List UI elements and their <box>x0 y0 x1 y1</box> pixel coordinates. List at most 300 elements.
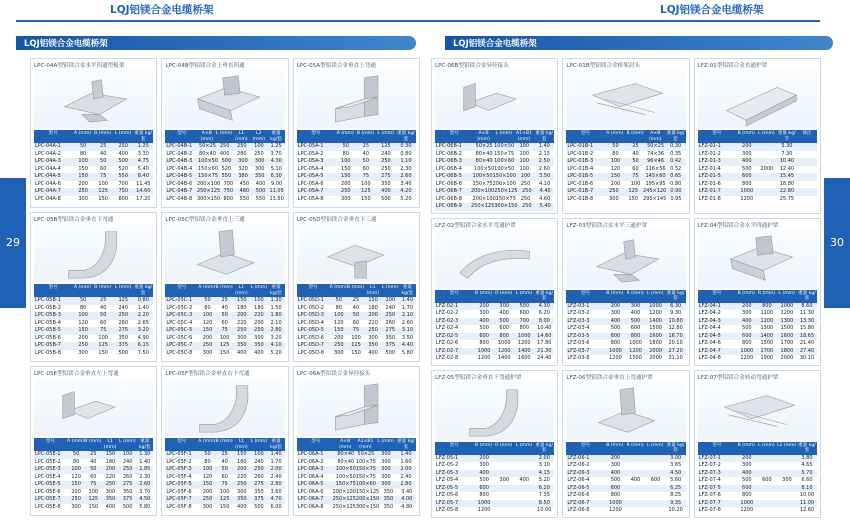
table-cell: 500 <box>742 325 752 331</box>
table-row <box>435 325 554 333</box>
table-row <box>435 492 554 500</box>
table-cell <box>777 462 797 470</box>
table-cell: 200 <box>105 466 116 472</box>
table-cell: 2.30 <box>139 473 151 480</box>
column-header: 型号 <box>311 439 321 444</box>
table-header <box>165 130 284 143</box>
table-cell: LFZ-05-3 <box>436 469 459 476</box>
table-row <box>566 196 685 204</box>
table-cell: LPC-05B-2 <box>35 304 61 311</box>
table-cell: 4.30 <box>538 302 550 309</box>
table-cell: LPC-05E-1 <box>35 451 61 457</box>
table-cell: 3.40 <box>400 180 412 187</box>
table-cell: 400 <box>519 477 530 483</box>
column-header: 型号 <box>48 131 58 136</box>
table-cell: 250 <box>237 481 247 487</box>
panel-title: LPC-05D型铝镁合金垂直下三通 <box>296 217 377 223</box>
table-cell: 150 <box>361 195 371 202</box>
table-cell: 250 <box>368 327 378 333</box>
table-cell: LPC-05D-5 <box>297 327 324 333</box>
table-cell: 50 <box>79 143 87 149</box>
table-cell: 80×40 <box>337 451 355 457</box>
table-row <box>34 496 153 504</box>
column-header: R (mm) <box>495 290 513 296</box>
table-cell: 400 <box>381 188 391 194</box>
table-cell: 250 <box>122 466 133 472</box>
table-cell: LFZ-01-3 <box>698 158 721 164</box>
table-cell: LFZ-02-4 <box>436 325 459 331</box>
column-header: 重量 kg/套 <box>535 442 554 453</box>
panel-title: LPC-05F型铝镁合金垂直右下弯通 <box>165 371 250 377</box>
table-cell: 250 <box>341 188 351 194</box>
table-cell: 300 <box>479 310 489 316</box>
table-cell: 8.10 <box>801 484 813 491</box>
table-cell: 13.30 <box>799 317 815 324</box>
table-cell: 250 <box>381 158 391 164</box>
table-cell: 550 <box>255 195 266 202</box>
table-cell: 1000 <box>649 302 662 309</box>
table-row <box>297 297 416 305</box>
table-cell: LPC-06B-4 <box>436 165 462 172</box>
table-cell: LFZ-03-2 <box>567 310 590 316</box>
table-cell: 3.10 <box>401 327 414 333</box>
table-cell: 600 <box>499 325 509 331</box>
column-header: L (mm) <box>119 439 136 444</box>
table-cell: 25 <box>632 143 639 149</box>
column-header: L (mm) <box>377 439 394 444</box>
table-cell: 260 <box>254 473 264 480</box>
table-cell: 750 <box>118 188 129 194</box>
table-row <box>566 462 685 470</box>
table-cell: 3.20 <box>270 334 282 341</box>
table-header <box>566 442 685 455</box>
table-cell: 500 <box>610 325 621 331</box>
table-cell: 1.10 <box>400 158 412 164</box>
table-row <box>435 158 554 166</box>
table-cell <box>494 500 514 508</box>
column-header: L (mm) <box>515 442 533 448</box>
column-header: B (mm) <box>215 439 233 444</box>
table-cell: LFZ-03-1 <box>567 302 590 309</box>
table-cell: 600 <box>650 477 661 483</box>
table-cell: LPC-01B-4 <box>567 165 594 172</box>
table-cell: 300×150 <box>494 203 518 209</box>
table-cell: 250 <box>381 165 391 172</box>
column-header: 重量 kg/套 <box>535 131 554 142</box>
spec-table <box>297 130 416 205</box>
table-cell: 600 <box>479 484 489 491</box>
table-cell: 150 <box>351 349 361 356</box>
table-cell: 1000 <box>740 347 754 354</box>
product-panel <box>431 58 558 214</box>
table-cell: 3.80 <box>801 454 813 461</box>
table-cell: 18.65 <box>799 332 815 339</box>
table-cell: LPC-05F-8 <box>166 503 192 510</box>
column-header: 型号 <box>308 285 318 290</box>
table-row <box>297 451 416 459</box>
spec-table <box>165 130 284 205</box>
table-cell: 25 <box>90 451 97 457</box>
table-cell: 300 <box>499 477 509 483</box>
table-row <box>165 320 284 328</box>
product-illustration <box>165 378 284 436</box>
table-cell: 250×125 <box>470 203 495 209</box>
table-row <box>34 504 153 512</box>
table-cell: LFZ-03-8 <box>567 355 590 361</box>
table-cell <box>626 485 646 493</box>
table-row <box>566 355 685 363</box>
table-cell: 100 <box>71 466 81 472</box>
table-cell: 1.60 <box>400 458 412 465</box>
table-cell <box>646 507 666 515</box>
table-cell <box>777 455 797 463</box>
table-cell: LPC-05A-3 <box>297 158 324 164</box>
table-cell: 6.30 <box>270 173 282 179</box>
table-row <box>165 451 284 459</box>
column-header: L (mm) <box>250 439 267 444</box>
table-cell: LPC-04B-5 <box>166 173 193 179</box>
table-cell: 0.65 <box>670 173 682 179</box>
table-cell: 1.40 <box>538 143 550 149</box>
table-cell: 275 <box>254 481 264 487</box>
table-row <box>566 485 685 493</box>
table-row <box>297 320 416 328</box>
table-cell: 50 <box>90 466 97 472</box>
table-cell: 520 <box>118 165 129 172</box>
table-cell: 500 <box>630 317 641 324</box>
table-cell: 300 <box>254 165 265 172</box>
table-cell: 800 <box>762 302 772 309</box>
table-cell: 400 <box>610 317 621 324</box>
table-cell: LFZ-06-5 <box>567 484 590 491</box>
column-header: L (mm) <box>215 131 233 136</box>
table-header <box>165 438 284 451</box>
table-cell: LPC-04A-7 <box>35 188 61 194</box>
table-cell: 400 <box>368 349 378 356</box>
table-cell: 50 <box>612 143 619 149</box>
table-cell <box>757 143 777 151</box>
table-cell: 2.60 <box>139 481 151 487</box>
product-panel <box>694 58 821 214</box>
table-cell <box>626 462 646 470</box>
table-row <box>566 143 685 151</box>
table-row <box>297 496 416 504</box>
table-cell: 250 <box>237 143 247 149</box>
table-row <box>566 470 685 478</box>
table-cell: 50 <box>100 312 107 318</box>
table-cell: 300 <box>237 334 247 341</box>
table-cell: 1000 <box>629 340 642 346</box>
table-cell: 1100 <box>760 310 774 316</box>
table-cell: 4.50 <box>139 496 151 502</box>
table-cell: 25 <box>100 297 107 303</box>
table-cell <box>797 196 817 204</box>
table-cell: 300×150 <box>355 503 380 510</box>
table-cell: LPC-06B-1 <box>436 143 462 149</box>
table-cell: 2.80 <box>270 327 282 333</box>
table-cell: 200 <box>334 334 344 341</box>
table-cell: LPC-05C-3 <box>166 312 193 318</box>
table-cell <box>797 166 817 174</box>
table-cell: 75 <box>632 173 639 179</box>
table-cell: 7.30 <box>781 150 793 157</box>
table-row <box>34 327 153 335</box>
table-cell: 250×125 <box>332 503 356 510</box>
table-cell: 240 <box>118 304 129 311</box>
column-header: L1 (mm) <box>235 131 248 142</box>
table-cell: LFZ-02-3 <box>436 317 459 324</box>
table-row <box>34 181 153 189</box>
table-cell: 500 <box>610 477 621 483</box>
section-banner <box>445 36 833 50</box>
table-row <box>698 333 817 341</box>
table-cell: 8.25 <box>670 492 682 498</box>
column-header: A×B (mm) <box>338 439 352 450</box>
page-number-tab <box>0 178 26 308</box>
panel-title: LFZ-03型铝镁合金水平三通护罩 <box>566 222 648 229</box>
table-cell: 20.10 <box>668 340 683 346</box>
table-cell: LPC-01B-5 <box>567 173 594 179</box>
table-cell: 350 <box>105 496 116 502</box>
table-cell: 3.50 <box>539 173 551 179</box>
table-cell: 400 <box>742 158 752 164</box>
table-cell: 80×40 <box>475 158 493 164</box>
table-cell: 800 <box>223 195 234 202</box>
table-cell: 12.80 <box>668 325 683 331</box>
table-cell: 600 <box>479 332 489 339</box>
table-row <box>698 485 817 493</box>
table-cell: 4.20 <box>400 188 412 194</box>
table-row <box>566 158 685 166</box>
table-cell: 250 <box>78 342 88 348</box>
table-cell <box>757 492 777 500</box>
table-cell: 30.10 <box>799 355 815 361</box>
table-cell: 6.60 <box>801 477 813 483</box>
table-cell: 200×100 <box>196 180 221 187</box>
product-illustration <box>34 70 153 128</box>
table-row <box>435 485 554 493</box>
table-cell: LFZ-04-6 <box>698 340 721 346</box>
table-cell: 0.35 <box>670 150 682 157</box>
table-cell: LPC-06A-4 <box>297 473 324 480</box>
table-cell: LPC-06A-1 <box>297 451 324 457</box>
table-cell: 150 <box>219 503 230 510</box>
table-cell: 10.00 <box>799 492 815 498</box>
table-cell: LPC-06B-7 <box>436 188 462 194</box>
table-row <box>566 500 685 508</box>
column-header: B (mm) <box>474 290 493 296</box>
product-panel <box>562 370 689 518</box>
table-cell: LPC-06A-6 <box>297 488 324 495</box>
table-cell: LPC-05B-7 <box>35 342 61 348</box>
column-header: L (mm) <box>758 131 775 136</box>
table-cell: 9.00 <box>271 180 283 187</box>
table-cell: LPC-05A-1 <box>297 143 324 149</box>
column-header: B (mm) <box>474 442 493 448</box>
table-cell: 25 <box>362 143 370 149</box>
table-cell: 100×60 <box>494 158 515 164</box>
table-header <box>165 284 284 297</box>
column-header: 备注 <box>802 131 812 136</box>
table-cell: 600 <box>742 484 752 491</box>
banner-title: LQJ铝镁合金电缆桥架 <box>453 39 537 49</box>
table-cell: 600 <box>630 325 641 331</box>
table-cell: 150 <box>88 503 99 510</box>
table-cell: 1000 <box>477 499 491 506</box>
table-header <box>297 438 416 451</box>
table-row <box>698 325 817 333</box>
table-row <box>566 303 685 311</box>
table-cell: LFZ-05-1 <box>436 454 459 461</box>
table-row <box>435 188 554 196</box>
table-row <box>566 310 685 318</box>
column-header: 重量 kg/套 <box>270 131 282 142</box>
table-cell: LPC-01B-2 <box>567 150 594 157</box>
column-header: 型号 <box>712 442 722 448</box>
table-cell <box>626 507 646 515</box>
table-cell: 250×125 <box>494 188 518 194</box>
table-row <box>435 173 554 181</box>
table-cell: 500 <box>479 477 489 483</box>
table-row <box>165 143 284 151</box>
column-header: L (mm) <box>647 290 664 296</box>
table-cell: 500 <box>499 317 509 324</box>
table-row <box>297 181 416 189</box>
table-cell: 10.40 <box>779 158 795 164</box>
table-cell: 300 <box>254 334 264 341</box>
table-cell <box>757 196 777 204</box>
table-cell: LPC-05B-1 <box>35 297 61 303</box>
spec-table <box>566 442 685 515</box>
table-cell: 400 <box>255 180 266 187</box>
table-cell: LFZ-07-3 <box>698 469 721 476</box>
table-row <box>297 305 416 313</box>
column-header: A (mm) <box>73 131 92 136</box>
table-cell: 200 <box>742 143 752 149</box>
product-illustration <box>435 230 554 288</box>
table-row <box>566 477 685 485</box>
table-cell: 100×60 <box>355 481 376 487</box>
table-cell: 4.70 <box>270 496 282 502</box>
table-cell: 250 <box>219 143 230 149</box>
header-rule <box>16 20 425 22</box>
table-cell: 200 <box>71 488 81 495</box>
table-cell: 120 <box>610 165 621 172</box>
table-cell: 3.70 <box>270 150 282 157</box>
table-cell: 17.80 <box>537 340 552 346</box>
table-cell: LFZ-07-4 <box>698 477 721 483</box>
table-cell: 350 <box>383 496 394 502</box>
table-cell: 300 <box>78 195 88 202</box>
table-row <box>698 166 817 174</box>
table-cell: 260 <box>122 473 133 480</box>
table-cell: LFZ-07-7 <box>698 499 721 506</box>
panel-title: LPC-01B型铝镁合金桥架封头 <box>566 63 641 69</box>
panel-title: LPC-04A型铝镁合金水平四通型板架 <box>34 63 125 69</box>
table-cell <box>757 462 777 470</box>
table-cell: 400 <box>219 150 230 157</box>
table-cell: 180 <box>368 304 378 311</box>
table-row <box>297 173 416 181</box>
table-cell: LPC-05A-8 <box>297 195 324 202</box>
table-cell: LPC-06B-2 <box>436 150 462 157</box>
table-cell: 800 <box>742 180 752 187</box>
table-row <box>698 477 817 485</box>
table-cell: 0.90 <box>670 188 682 194</box>
table-cell: 3.65 <box>670 462 682 468</box>
table-cell: 400 <box>105 503 116 510</box>
table-cell: 50×25 <box>647 143 665 149</box>
table-cell: 10.00 <box>537 507 552 513</box>
table-row <box>435 166 554 174</box>
table-cell: 25 <box>221 451 228 457</box>
column-header: A×B (mm) <box>649 131 662 142</box>
table-cell: 40 <box>352 304 360 311</box>
table-cell: LFZ-05-7 <box>436 499 459 506</box>
table-cell: 2000 <box>780 355 794 361</box>
table-cell: 180 <box>237 304 247 311</box>
column-header: 型号 <box>580 290 591 296</box>
table-cell: 220 <box>237 473 247 480</box>
column-header: R (mm) <box>626 442 644 448</box>
column-header: B (mm) <box>737 442 755 448</box>
table-cell: 100 <box>219 334 230 341</box>
column-header: 重量 kg/套 <box>666 442 685 453</box>
table-row <box>566 340 685 348</box>
table-row <box>34 158 153 166</box>
table-cell <box>494 455 514 463</box>
table-cell: LPC-04B-3 <box>166 158 193 164</box>
table-cell: 1000 <box>740 188 754 194</box>
table-cell: 6.30 <box>670 302 682 309</box>
table-cell: 31.10 <box>668 355 683 361</box>
table-cell: 50 <box>100 158 107 164</box>
table-cell: 80 <box>72 458 80 465</box>
table-cell: 200×150 <box>355 496 380 502</box>
table-cell: 80 <box>335 304 343 311</box>
table-cell: 500 <box>255 188 266 194</box>
table-cell: 350 <box>383 488 394 495</box>
column-header: 重量 kg/套 <box>535 290 554 301</box>
table-cell: 5.70 <box>801 469 813 476</box>
column-header: A (mm) <box>329 285 347 290</box>
table-cell <box>777 500 797 508</box>
table-cell: 1700 <box>760 347 774 354</box>
table-row <box>566 507 685 515</box>
column-header: R (mm) <box>495 442 513 448</box>
table-cell: LPC-06A-3 <box>297 466 324 472</box>
table-cell: 150×75 <box>495 195 516 202</box>
table-cell: 700 <box>118 180 129 187</box>
table-cell: 1600 <box>517 355 531 361</box>
table-row <box>297 489 416 497</box>
panel-title: LPC-05B型铝镁合金垂直下弯通 <box>34 217 114 223</box>
table-cell: 400 <box>630 477 641 483</box>
table-row <box>297 474 416 482</box>
table-cell: 100×50 <box>474 165 495 172</box>
table-cell: 295×145 <box>642 195 667 202</box>
table-cell: 250 <box>202 342 213 348</box>
table-cell: 3.20 <box>137 327 149 333</box>
table-cell: 2.10 <box>270 319 282 326</box>
table-cell <box>514 455 534 463</box>
table-row <box>698 151 817 159</box>
table-cell <box>626 455 646 463</box>
table-cell: 60 <box>362 165 370 172</box>
table-cell: 240 <box>385 304 396 311</box>
table-row <box>165 166 284 174</box>
table-cell: 250 <box>520 195 531 202</box>
